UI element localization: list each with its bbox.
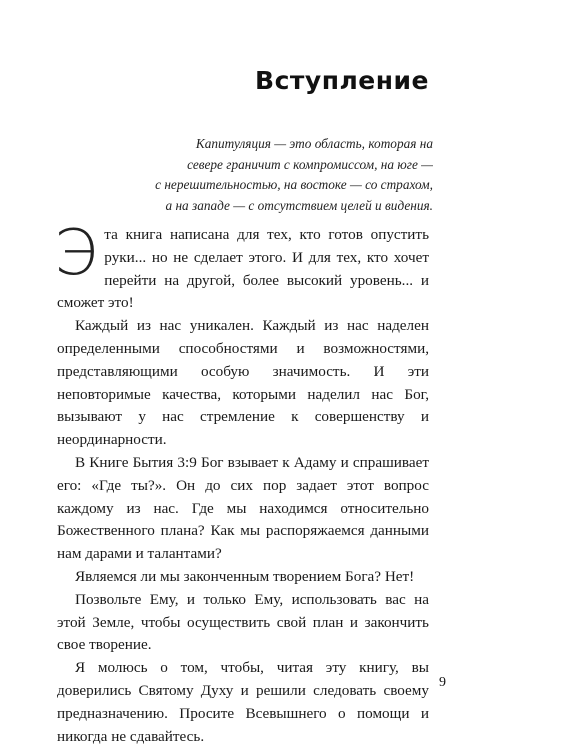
paragraph: Являемся ли мы законченным творением Бога? Нет! bbox=[75, 567, 415, 585]
paragraph bbox=[54, 216, 429, 315]
epigraph-line: Капитуляция — это область, которая на bbox=[195, 136, 433, 151]
paragraph: Я молюсь о том, чтобы, читая эту книгу, вы доверились Святому Духу и решили следовать своему предназначению. Просите Всевышнего о помощи и никогда не сдавайтесь. bbox=[57, 659, 429, 745]
page-number: 9 bbox=[439, 675, 446, 690]
epigraph-line: а на западе — с отсутствием целей и видения. bbox=[165, 197, 433, 213]
body-text bbox=[54, 216, 429, 748]
paragraph: В Книге Бытия 3:9 Бог взывает к Адаму и спрашивает его: «Где ты?». Он до сих пор задает этот вопрос каждому из нас. Где мы находимся относительно Божественного плана? Как мы распоряжаемся данными нам дарами и талантами? bbox=[57, 453, 429, 563]
drop-cap: Э bbox=[54, 216, 98, 289]
chapter-title: Вступление bbox=[255, 66, 429, 95]
paragraph: Позвольте Ему, и только Ему, использовать вас на этой Земле, чтобы осуществить свой план и закончить свое творение. bbox=[57, 590, 429, 654]
epigraph-line: севере граничит с компромиссом, на юге — bbox=[187, 156, 433, 172]
epigraph-line: с нерешительностью, на востоке — со страхом, bbox=[155, 177, 433, 192]
first-paragraph-text: та книга написана для тех, кто готов опустить руки... но не сделает этого. И для тех, кто хочет перейти на другой, более высокий уровень... и сможет это! bbox=[57, 226, 429, 312]
epigraph bbox=[130, 134, 433, 216]
paragraph: Каждый из нас уникален. Каждый из нас наделен определенными способностями и возможностями, представляющими особую значимость. И эти неповторимые качества, которыми наделил нас Бог, вызывают у нас стремление к совершенству и неординарности. bbox=[57, 317, 429, 449]
